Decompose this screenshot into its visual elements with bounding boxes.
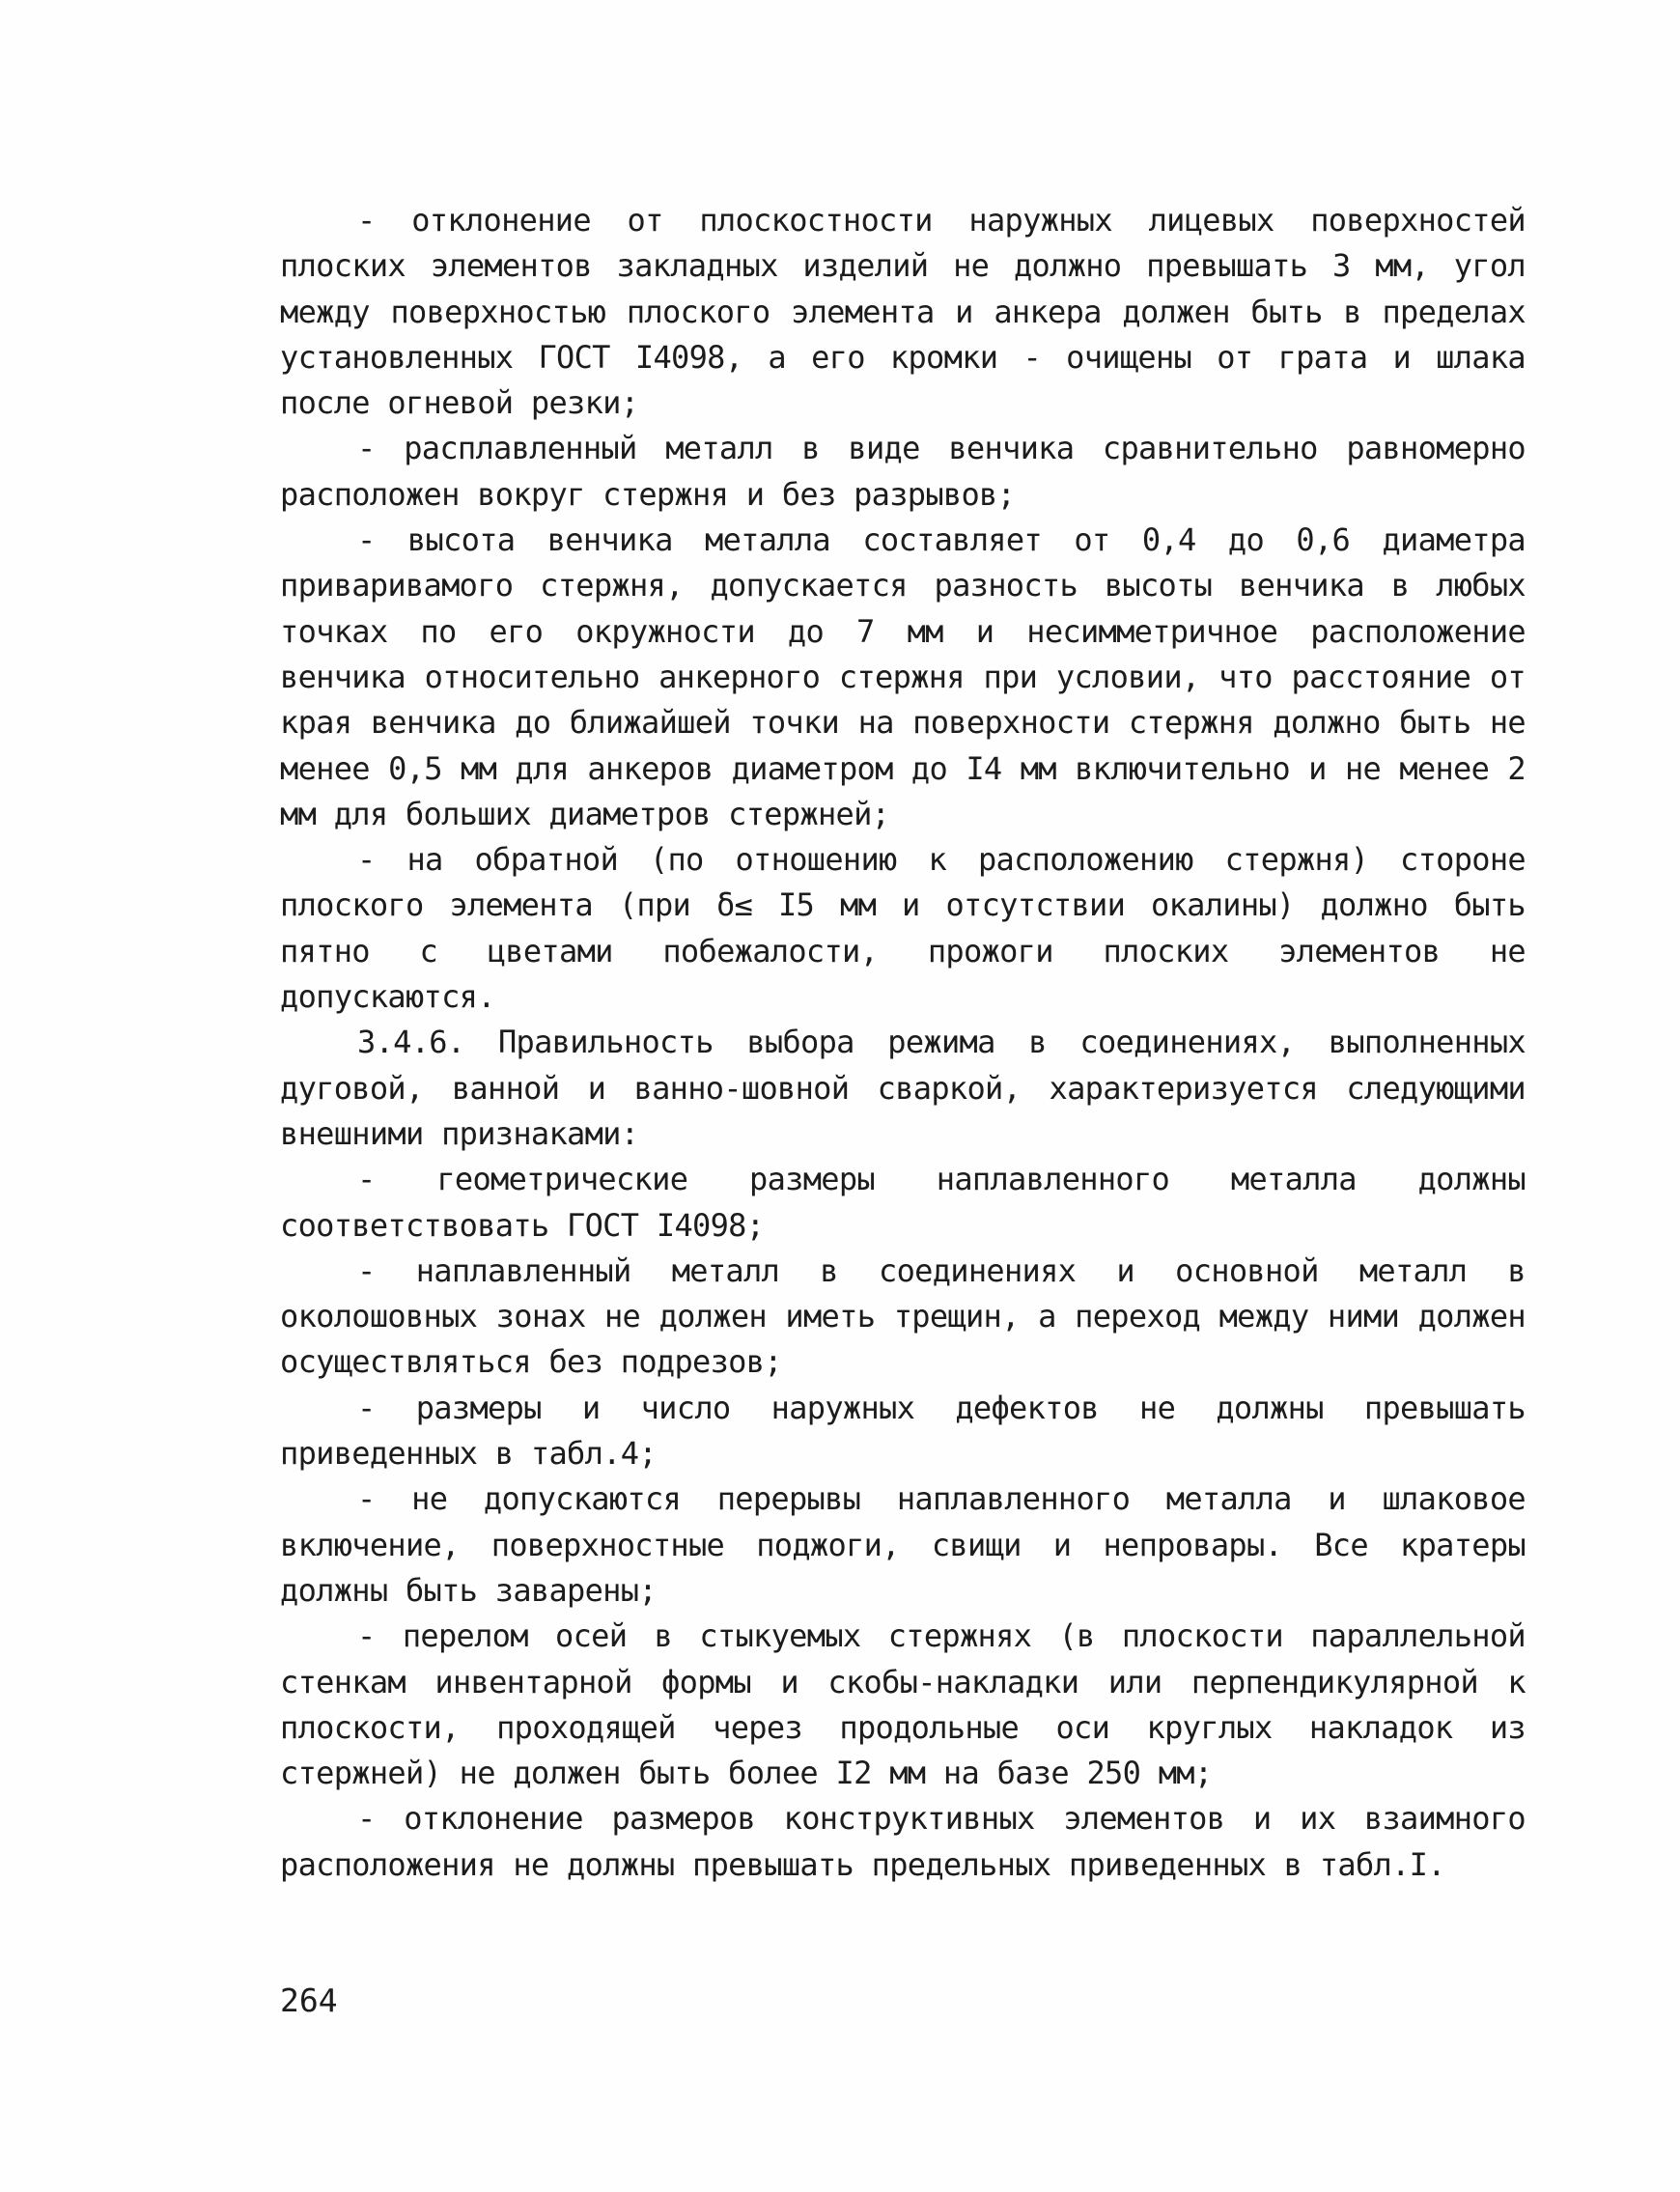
page-number: 264 [280,1981,338,2019]
paragraph-molten-metal-ring: - расплавленный металл в виде венчика сравнительно равномерно расположен вокруг стержня и без разрывов; [280,430,1526,513]
paragraph-not-allowed-defects: - не допускаются перерывы наплавленного металла и шлаковое включение, поверхностные поджоги, свищи и непровары. Все кратеры должны быть заварены; [280,1480,1526,1609]
paragraph-deposited-metal-cracks: - наплавленный металл в соединениях и основной металл в околошовных зонах не должен иметь трещин, а переход между ними должен осуществляться без подрезов; [280,1251,1526,1381]
paragraph-external-defects: - размеры и число наружных дефектов не должны превышать приведенных в табл.4; [280,1389,1526,1473]
paragraph-dimension-deviation: - отклонение размеров конструктивных элементов и их взаимного расположения не должны превышать предельных приведенных в табл.I. [280,1800,1526,1883]
paragraph-axis-break: - перелом осей в стыкуемых стержнях (в плоскости параллельной стенкам инвентарной формы и скобы-накладки или перпендикулярной к плоскости, проходящей через продольные оси круглых накладок из стержней) не должен быть более I2 мм на базе 250 мм; [280,1617,1526,1792]
paragraph-ring-height: - высота венчика металла составляет от 0,4 до 0,6 диаметра приваривамого стержня, допускается разность высоты венчика в любых точках по его окружности до 7 мм и несимметричное расположение венчика относительно анкерного стержня при условии, что расстояние от края венчика до ближайшей точки на поверхности стержня должно быть не менее 0,5 мм для анкеров диаметром до I4 мм включительно и не менее 2 мм для больших диаметров стержней; [280,521,1526,832]
paragraph-reverse-side: - на обратной (по отношению к расположению стержня) стороне плоского элемента (при δ≤ I5 мм и отсутствии окалины) должно быть пятно с цветами побежалости, прожоги плоских элементов не допускаются. [280,841,1526,1016]
paragraph-embedded-plate-flatness: - отклонение от плоскостности наружных лицевых поверхностей плоских элементов закладных изделий не должно превышать 3 мм, угол между поверхностью плоского элемента и анкера должен быть в пределах установленных ГОСТ I4098, а его кромки - очищены от грата и шлака после огневой резки; [280,202,1526,422]
paragraph-section-3-4-6: 3.4.6. Правильность выбора режима в соединениях, выполненных дуговой, ванной и ванно-шовной сваркой, характеризуется следующими внешними признаками: [280,1024,1526,1152]
paragraph-geometric-dimensions: - геометрические размеры наплавленного металла должны соответствовать ГОСТ I4098; [280,1161,1526,1244]
body-text [280,198,1526,1888]
